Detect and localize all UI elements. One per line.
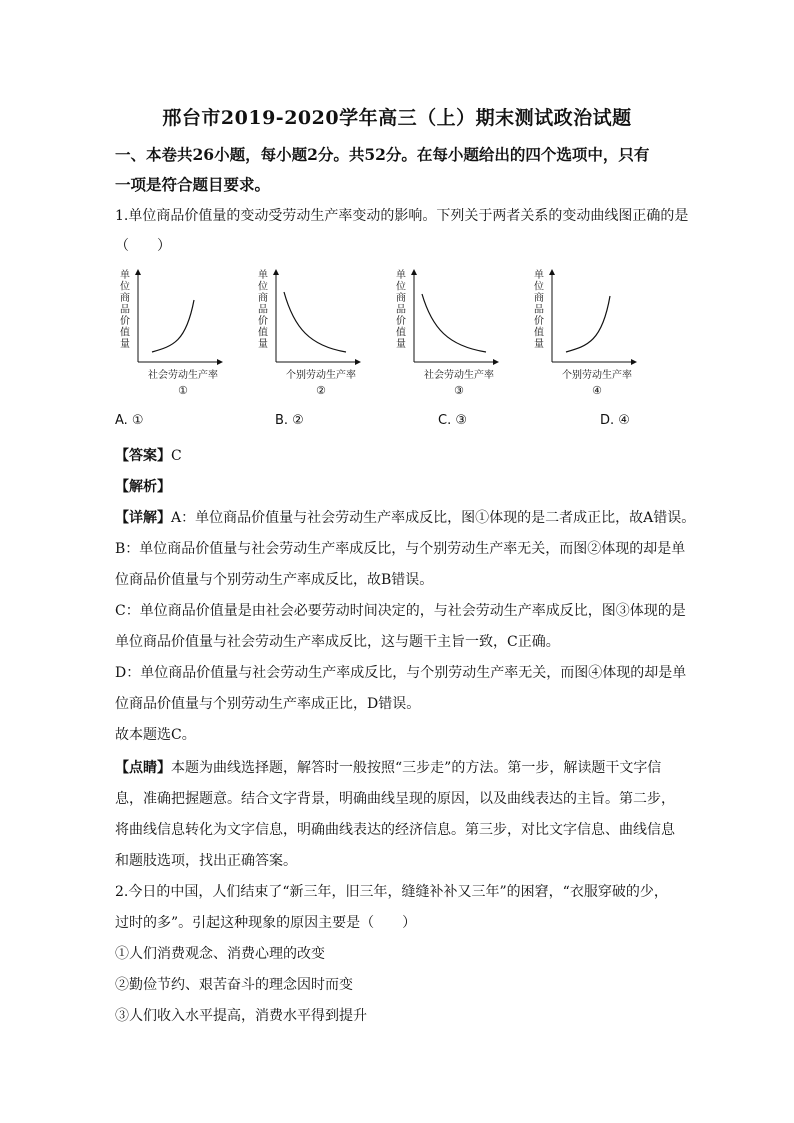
graph-4-ylabel-char: 单 bbox=[534, 270, 544, 281]
section-header-line-1: 一、本卷共26小题，每小题2分。共52分。在每小题给出的四个选项中，只有 bbox=[115, 145, 650, 164]
graph-2-ylabel bbox=[258, 268, 268, 350]
q1-detail-line-5: 单位商品价值量与社会劳动生产率成反比，这与题干主旨一致，C正确。 bbox=[115, 634, 560, 650]
graph-1-ylabel-char: 品 bbox=[120, 304, 130, 316]
graph-1-ylabel-char: 商 bbox=[120, 293, 130, 304]
graph-2-ylabel-char: 品 bbox=[258, 304, 268, 316]
section-header-line-2: 一项是符合题目要求。 bbox=[115, 175, 271, 194]
q1-option-c: C. ③ bbox=[438, 413, 467, 428]
graph-4-ylabel-char: 位 bbox=[534, 281, 544, 293]
graph-2-ylabel-char: 商 bbox=[258, 293, 268, 304]
q1-stem-line-2: （ ） bbox=[115, 238, 171, 254]
q1-option-b: B. ② bbox=[275, 413, 304, 428]
q1-answer-line bbox=[115, 446, 685, 466]
analysis-tag: 【解析】 bbox=[115, 479, 171, 495]
graph-4-ylabel-char: 价 bbox=[534, 316, 544, 327]
graph-3-ylabel-char: 单 bbox=[396, 270, 406, 281]
q1-graph-figure bbox=[118, 266, 658, 406]
graph-2-curve bbox=[284, 292, 346, 352]
graph-4-xlabel: 个别劳动生产率 bbox=[562, 370, 632, 381]
q1-detail-line-8: 故本题选C。 bbox=[115, 727, 196, 743]
q2-item-1: ①人们消费观念、消费心理的改变 bbox=[115, 946, 325, 962]
q1-detail-line-1 bbox=[115, 508, 696, 528]
graph-4-ylabel-char: 商 bbox=[534, 293, 544, 304]
graph-2-ylabel-char: 值 bbox=[258, 327, 268, 339]
q1-graphs-svg bbox=[118, 266, 658, 406]
graph-1-ylabel-char: 价 bbox=[120, 316, 130, 327]
graph-3-ylabel-char: 位 bbox=[396, 281, 406, 293]
graph-3 bbox=[396, 268, 496, 397]
graph-4-number: ④ bbox=[592, 384, 602, 397]
graph-3-curve bbox=[422, 294, 486, 352]
q2-item-3: ③人们收入水平提高，消费水平得到提升 bbox=[115, 1008, 367, 1024]
graph-3-ylabel bbox=[396, 268, 406, 350]
answer-value: C bbox=[171, 448, 182, 464]
q1-stem-line-1: 1.单位商品价值量的变动受劳动生产率变动的影响。下列关于两者关系的变动曲线图正确的是 bbox=[115, 208, 689, 224]
detail-tag: 【详解】 bbox=[115, 510, 171, 526]
q2-stem-line-1: 2.今日的中国，人们结束了“新三年，旧三年，缝缝补补又三年”的困窘，“衣服穿破的少， bbox=[115, 884, 668, 900]
graph-2-ylabel-char: 单 bbox=[258, 270, 268, 281]
graph-2-ylabel-char: 量 bbox=[258, 339, 268, 350]
q1-detail-line-6: D：单位商品价值量与社会劳动生产率成反比，与个别劳动生产率无关，而图④体现的却是单 bbox=[115, 665, 687, 681]
graph-1-ylabel bbox=[120, 268, 130, 350]
tip-text-1: 本题为曲线选择题，解答时一般按照“三步走”的方法。第一步，解读题干文字信 bbox=[171, 760, 662, 776]
graph-3-ylabel-char: 商 bbox=[396, 293, 406, 304]
q1-option-a: A. ① bbox=[115, 413, 144, 428]
graph-1 bbox=[120, 268, 220, 397]
graph-2-ylabel-char: 位 bbox=[258, 281, 268, 293]
graph-4-ylabel bbox=[534, 268, 544, 350]
q1-detail-line-4: C：单位商品价值量是由社会必要劳动时间决定的，与社会劳动生产率成反比，图③体现的是 bbox=[115, 603, 686, 619]
graph-1-ylabel-char: 量 bbox=[120, 339, 130, 350]
graph-4 bbox=[534, 268, 634, 397]
q1-tip-line-4: 和题肢选项，找出正确答案。 bbox=[115, 853, 297, 869]
answer-tag: 【答案】 bbox=[115, 448, 171, 464]
page-title: 邢台市2019-2020学年高三（上）期末测试政治试题 bbox=[162, 107, 632, 129]
q1-option-d: D. ④ bbox=[600, 413, 630, 428]
graph-3-ylabel-char: 值 bbox=[396, 327, 406, 339]
q2-item-2: ②勤俭节约、艰苦奋斗的理念因时而变 bbox=[115, 977, 353, 993]
detail-text-1: A：单位商品价值量与社会劳动生产率成反比，图①体现的是二者成正比，故A错误。 bbox=[171, 510, 696, 526]
graph-2 bbox=[258, 268, 358, 397]
q1-detail-line-3: 位商品价值量与个别劳动生产率成反比，故B错误。 bbox=[115, 572, 434, 588]
graph-1-number: ① bbox=[178, 384, 188, 397]
graph-1-curve bbox=[152, 300, 194, 352]
q1-tip-line-1 bbox=[115, 758, 685, 778]
graph-2-xlabel: 个别劳动生产率 bbox=[286, 370, 356, 381]
graph-3-ylabel-char: 价 bbox=[396, 316, 406, 327]
graph-2-ylabel-char: 价 bbox=[258, 316, 268, 327]
q1-detail-line-2: B：单位商品价值量与社会劳动生产率成反比，与个别劳动生产率无关，而图②体现的却是单 bbox=[115, 541, 686, 557]
q1-detail-line-7: 位商品价值量与个别劳动生产率成正比，D错误。 bbox=[115, 696, 421, 712]
graph-1-ylabel-char: 值 bbox=[120, 327, 130, 339]
q1-analysis-tag bbox=[115, 477, 685, 497]
graph-3-ylabel-char: 量 bbox=[396, 339, 406, 350]
graph-1-ylabel-char: 位 bbox=[120, 281, 130, 293]
graph-3-ylabel-char: 品 bbox=[396, 304, 406, 316]
tip-tag: 【点睛】 bbox=[115, 760, 171, 776]
q1-tip-line-3: 将曲线信息转化为文字信息，明确曲线表达的经济信息。第三步，对比文字信息、曲线信息 bbox=[115, 822, 675, 838]
graph-1-ylabel-char: 单 bbox=[120, 270, 130, 281]
graph-4-ylabel-char: 量 bbox=[534, 339, 544, 350]
graph-1-xlabel: 社会劳动生产率 bbox=[148, 370, 218, 381]
graph-2-number: ② bbox=[316, 384, 326, 397]
q2-stem-line-2: 过时的多”。引起这种现象的原因主要是（ ） bbox=[115, 915, 417, 931]
graph-4-curve bbox=[566, 296, 610, 352]
graph-3-number: ③ bbox=[454, 384, 464, 397]
graph-4-ylabel-char: 值 bbox=[534, 327, 544, 339]
graph-4-ylabel-char: 品 bbox=[534, 304, 544, 316]
graph-3-xlabel: 社会劳动生产率 bbox=[424, 370, 494, 381]
q1-tip-line-2: 息，准确把握题意。结合文字背景，明确曲线呈现的原因，以及曲线表达的主旨。第二步， bbox=[115, 791, 675, 807]
